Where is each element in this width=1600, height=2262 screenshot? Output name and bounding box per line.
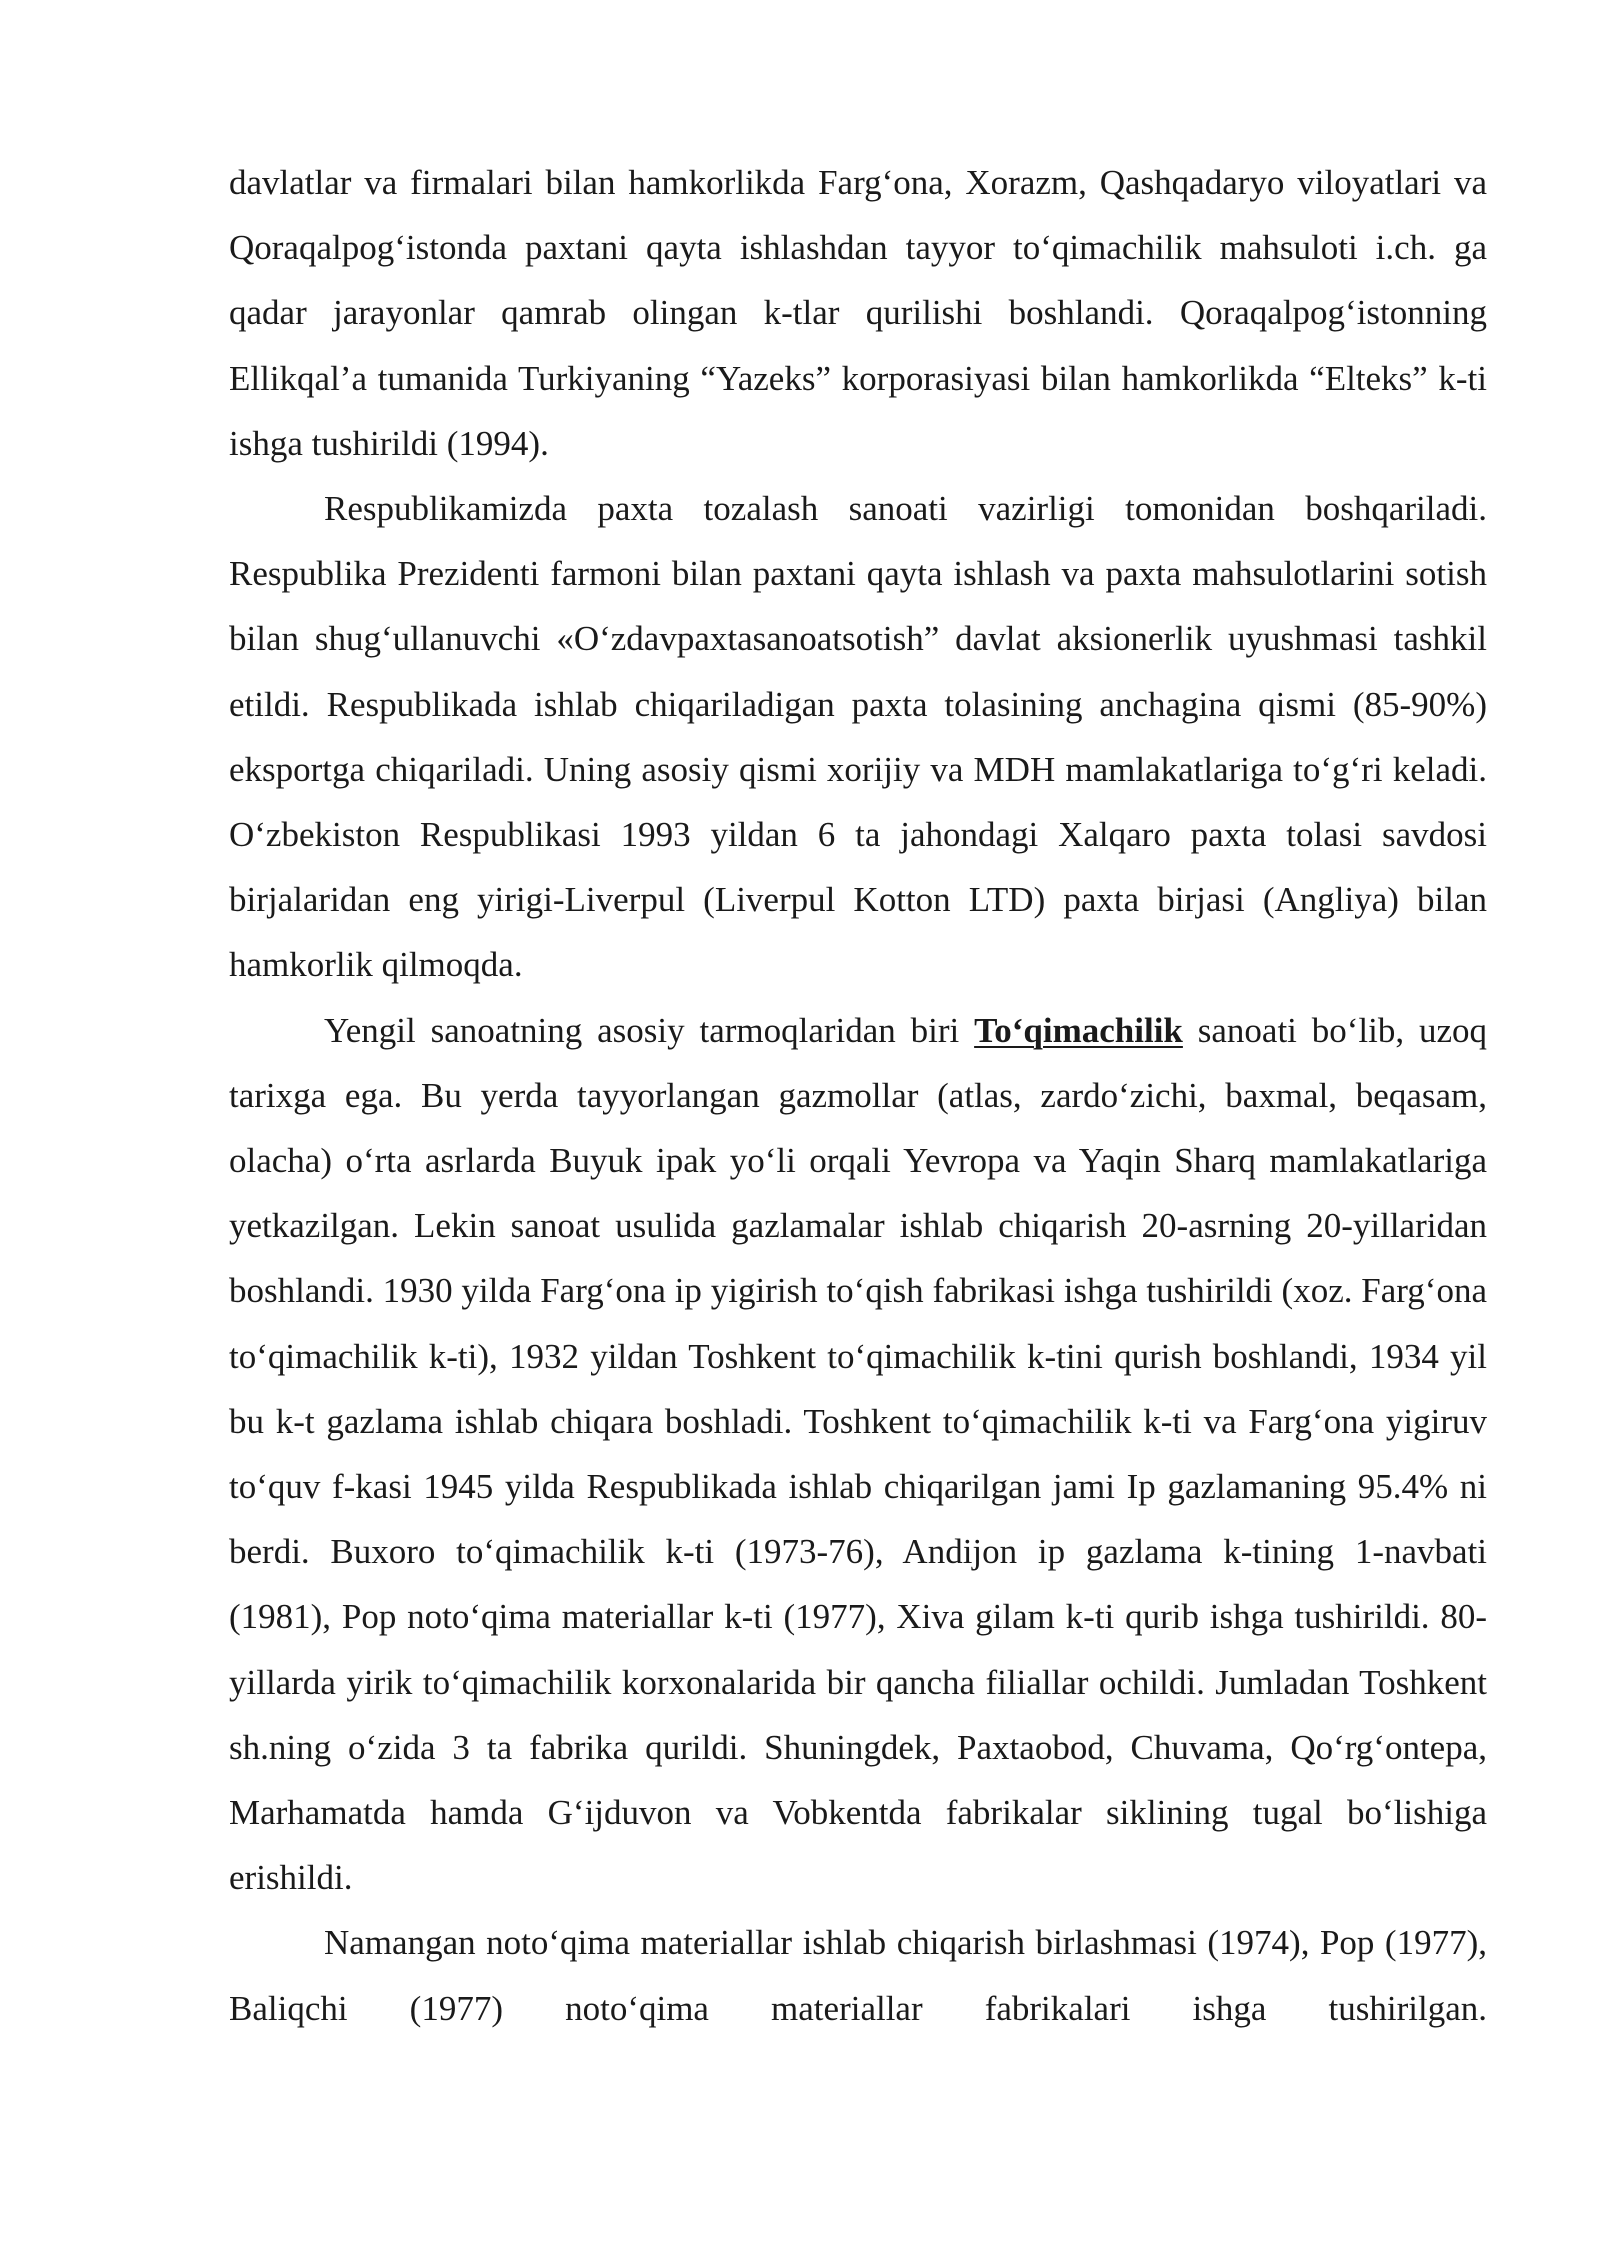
- paragraph-text-before: Yengil sanoatning asosiy tarmoqlaridan biri: [324, 1010, 975, 1050]
- highlighted-term: To‘qimachilik: [974, 1010, 1183, 1050]
- paragraph-textile-history: [229, 998, 1487, 1911]
- paragraph-nonwoven-materials: Namangan noto‘qima materiallar ishlab chiqarish birlashmasi (1974), Pop (1977), Baliqchi (1977) noto‘qima materiallar fabrikalari ishga tushirilgan.: [229, 1923, 1487, 2028]
- paragraph-text-after: sanoati bo‘lib, uzoq tarixga ega. Bu yerda tayyorlangan gazmollar (atlas, zardo‘zichi, baxmal, beqasam, olacha) o‘rta asrlarda Buyuk ipak yo‘li orqali Yevropa va Yaqin Sharq mamlakatlariga yetkazilgan. Lekin sanoat usulida gazlamalar ishlab chiqarish 20-asrning 20-yillaridan boshlandi. 1930 yilda Farg‘ona ip yigirish to‘qish fabrikasi ishga tushirildi (xoz. Farg‘ona to‘qimachilik k-ti), 1932 yildan Toshkent to‘qimachilik k-tini qurish boshlandi, 1934 yil bu k-t gazlama ishlab chiqara boshladi. Toshkent to‘qimachilik k-ti va Farg‘ona yigiruv to‘quv f-kasi 1945 yilda Respublikada ishlab chiqarilgan jami Ip gazlamaning 95.4% ni berdi. Buxoro to‘qimachilik k-ti (1973-76), Andijon ip gazlama k-tining 1-navbati (1981), Pop noto‘qima materiallar k-ti (1977), Xiva gilam k-ti qurib ishga tushirildi. 80-yillarda yirik to‘qimachilik korxonalarida bir qancha filiallar ochildi. Jumladan Toshkent sh.ning o‘zida 3 ta fabrika qurildi. Shuningdek, Paxtaobod, Chuvama, Qo‘rg‘ontepa, Marhamatda hamda G‘ijduvon va Vobkentda fabrikalar siklining tugal bo‘lishiga erishildi.: [229, 1010, 1487, 1898]
- paragraph-continuation: davlatlar va firmalari bilan hamkorlikda Farg‘ona, Xorazm, Qashqadaryo viloyatlari va Qoraqalpog‘istonda paxtani qayta ishlashdan tayyor to‘qimachilik mahsuloti i.ch. ga qadar jarayonlar qamrab olingan k-tlar qurilishi boshlandi. Qoraqalpog‘istonning Ellikqal’a tumanida Turkiyaning “Yazeks” korporasiyasi bilan hamkorlikda “Elteks” k-ti ishga tushirildi (1994).: [229, 163, 1487, 463]
- paragraph-cotton-industry: Respublikamizda paxta tozalash sanoati vazirligi tomonidan boshqariladi. Respublika Prezidenti farmoni bilan paxtani qayta ishlash va paxta mahsulotlarini sotish bilan shug‘ullanuvchi «O‘zdavpaxtasanoatsotish” davlat aksionerlik uyushmasi tashkil etildi. Respublikada ishlab chiqariladigan paxta tolasining anchagina qismi (85-90%) eksportga chiqariladi. Uning asosiy qismi xorijiy va MDH mamlakatlariga to‘g‘ri keladi. O‘zbekiston Respublikasi 1993 yildan 6 ta jahondagi Xalqaro paxta tolasi savdosi birjalaridan eng yirigi-Liverpul (Liverpul Kotton LTD) paxta birjasi (Angliya) bilan hamkorlik qilmoqda.: [229, 489, 1487, 985]
- document-body: [229, 150, 1487, 2041]
